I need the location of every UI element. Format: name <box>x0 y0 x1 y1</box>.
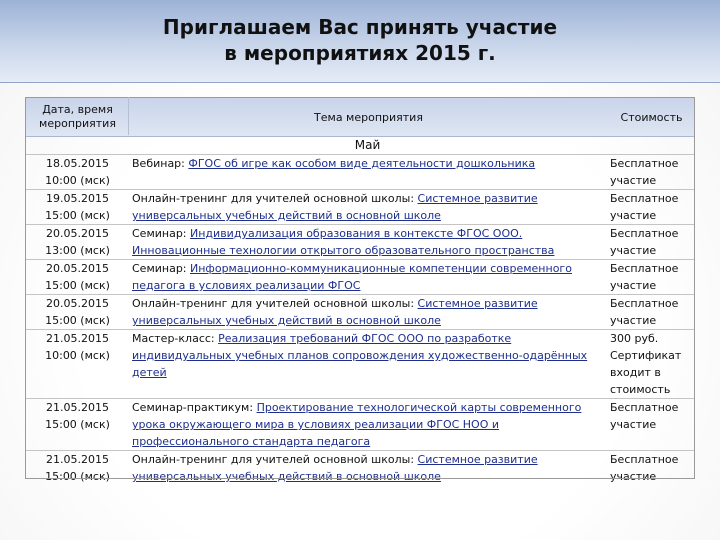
event-topic <box>129 260 606 295</box>
table-row <box>26 155 694 190</box>
header-date: Дата, время мероприятия <box>26 98 129 137</box>
event-datetime <box>26 295 129 330</box>
table-row <box>26 260 694 295</box>
event-type: Вебинар: <box>132 157 189 170</box>
cost-line: участие <box>610 244 657 257</box>
cost-line: стоимость <box>610 383 671 396</box>
event-cost <box>606 295 694 330</box>
event-date: 20.05.2015 <box>46 297 109 310</box>
table-row <box>26 190 694 225</box>
event-date: 20.05.2015 <box>46 262 109 275</box>
cost-line: Сертификат <box>610 349 682 362</box>
event-type: Мастер-класс: <box>132 332 219 345</box>
cost-line: Бесплатное <box>610 262 679 275</box>
event-date: 21.05.2015 <box>46 401 109 414</box>
event-topic <box>129 190 606 225</box>
cost-line: Бесплатное <box>610 227 679 240</box>
table-row <box>26 399 694 451</box>
event-type: Семинар: <box>132 227 191 240</box>
event-date: 19.05.2015 <box>46 192 109 205</box>
event-link[interactable]: Реализация требований ФГОС ООО по разработке индивидуальных учебных планов сопровождения художественно-одарённых детей <box>132 332 588 379</box>
cost-line: Бесплатное <box>610 297 679 310</box>
cost-line: участие <box>610 418 657 431</box>
event-cost <box>606 155 694 190</box>
cost-line: Бесплатное <box>610 192 679 205</box>
cost-line: Бесплатное <box>610 453 679 466</box>
title-line-1: Приглашаем Вас принять участие <box>162 15 558 39</box>
event-cost <box>606 225 694 260</box>
event-cost <box>606 399 694 451</box>
cost-line: участие <box>610 470 657 483</box>
event-cost <box>606 260 694 295</box>
event-link[interactable]: Информационно-коммуникационные компетенции современного педагога в условиях реализации ФГОС <box>132 262 572 292</box>
event-link[interactable]: Системное развитие универсальных учебных действий в основной школе <box>132 297 538 327</box>
event-topic <box>129 451 606 486</box>
event-link[interactable]: Проектирование технологической карты современного урока окружающего мира в условиях реализации ФГОС НОО и профессионального стандарта педагога <box>132 401 582 448</box>
event-date: 20.05.2015 <box>46 227 109 240</box>
table-row <box>26 330 694 399</box>
cost-line: участие <box>610 314 657 327</box>
event-type: Онлайн-тренинг для учителей основной школы: <box>132 192 418 205</box>
event-type: Семинар: <box>132 262 191 275</box>
event-date: 21.05.2015 <box>46 453 109 466</box>
month-label: Май <box>354 138 381 152</box>
event-link[interactable]: ФГОС об игре как особом виде деятельности дошкольника <box>188 157 536 170</box>
cost-line: Бесплатное <box>610 401 679 414</box>
event-time: 10:00 (мск) <box>45 349 110 362</box>
event-datetime <box>26 190 129 225</box>
event-time: 13:00 (мск) <box>45 244 110 257</box>
cost-line: участие <box>610 209 657 222</box>
event-topic <box>129 225 606 260</box>
event-time: 15:00 (мск) <box>45 314 110 327</box>
event-type: Онлайн-тренинг для учителей основной школы: <box>132 297 418 310</box>
event-date: 21.05.2015 <box>46 332 109 345</box>
header-topic: Тема мероприятия <box>129 98 606 137</box>
event-type: Онлайн-тренинг для учителей основной школы: <box>132 453 418 466</box>
month-row <box>26 137 694 155</box>
event-time: 15:00 (мск) <box>45 470 110 483</box>
table-row <box>26 295 694 330</box>
table-row <box>26 451 694 486</box>
event-datetime <box>26 155 129 190</box>
event-datetime <box>26 225 129 260</box>
event-topic <box>129 330 606 399</box>
event-time: 15:00 (мск) <box>45 279 110 292</box>
title-line-2: в мероприятиях 2015 г. <box>224 41 496 65</box>
header-divider <box>128 97 129 135</box>
event-link[interactable]: Системное развитие универсальных учебных действий в основной школе <box>132 453 538 483</box>
header-cost: Стоимость <box>606 98 694 137</box>
page-title <box>0 14 720 66</box>
event-topic <box>129 399 606 451</box>
event-date: 18.05.2015 <box>46 157 109 170</box>
event-link[interactable]: Системное развитие универсальных учебных действий в основной школе <box>132 192 538 222</box>
events-table <box>26 98 694 485</box>
event-link[interactable]: Индивидуализация образования в контексте ФГОС ООО. Инновационные технологии открытого образовательного пространства <box>132 227 555 257</box>
cost-line: 300 руб. <box>610 332 659 345</box>
event-cost <box>606 190 694 225</box>
event-datetime <box>26 451 129 486</box>
cost-line: участие <box>610 174 657 187</box>
event-cost <box>606 451 694 486</box>
event-cost <box>606 330 694 399</box>
cost-line: участие <box>610 279 657 292</box>
event-time: 10:00 (мск) <box>45 174 110 187</box>
table-row <box>26 225 694 260</box>
cost-line: Бесплатное <box>610 157 679 170</box>
cost-line: входит в <box>610 366 661 379</box>
event-datetime <box>26 330 129 399</box>
table-header-row <box>26 98 694 137</box>
event-topic <box>129 155 606 190</box>
event-datetime <box>26 260 129 295</box>
event-datetime <box>26 399 129 451</box>
event-time: 15:00 (мск) <box>45 418 110 431</box>
event-time: 15:00 (мск) <box>45 209 110 222</box>
event-type: Семинар-практикум: <box>132 401 257 414</box>
event-topic <box>129 295 606 330</box>
